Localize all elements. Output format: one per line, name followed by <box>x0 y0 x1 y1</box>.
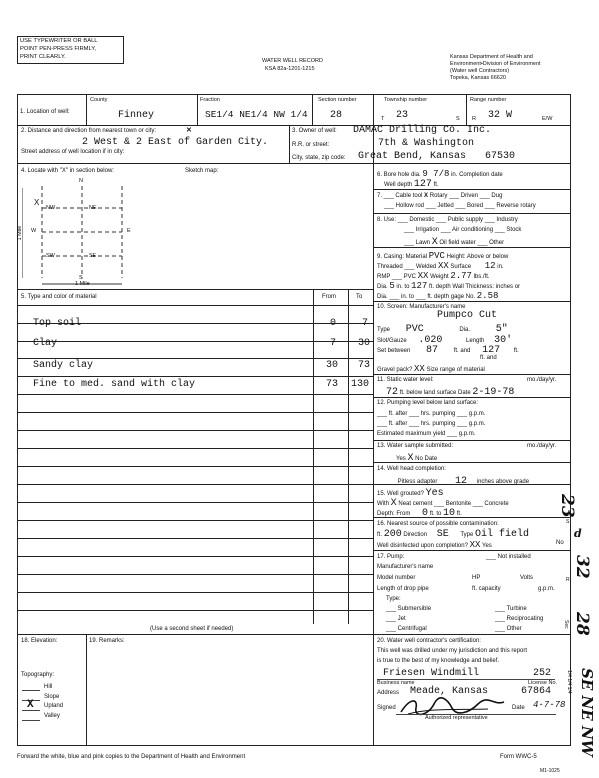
pump-label: 17. Pump: <box>377 554 405 560</box>
direction-value: SE <box>436 529 449 540</box>
from-label: From <box>322 294 336 300</box>
grout-from-value: 0 <box>422 508 429 519</box>
length-label: Length <box>466 338 485 344</box>
address-value: Meade, Kansas <box>410 686 489 697</box>
grouted-value: Yes <box>425 488 444 499</box>
to-row-2: 30 <box>358 338 371 349</box>
township-label: Township number <box>384 97 428 103</box>
ft-to-label: ft. to <box>429 511 442 517</box>
drill-method-line-2: ___ Hollow rod ___ Jetted ___ Bored ___ Reverse rotary <box>384 203 536 209</box>
distance-value: 2 West & 2 East of Garden City. <box>82 137 269 148</box>
depth-ft: ft. <box>433 182 439 188</box>
quarter-sw: SW <box>46 253 55 259</box>
sample-yes-label: Yes <box>396 456 406 462</box>
direction-label: Direction <box>403 532 428 538</box>
slot-value: .020 <box>418 335 443 346</box>
drop-pipe-label: Length of drop pipe <box>377 586 429 592</box>
section-grid-diagram <box>22 178 152 290</box>
contamination-type-value: Oil field <box>475 529 530 540</box>
reciprocating-option: ___ Reciprocating <box>495 616 544 622</box>
county-value: Finney <box>118 110 155 121</box>
weight-value: 2.77 <box>450 271 472 281</box>
gravel-value: XX <box>414 364 425 374</box>
ft-and-label: ft. and <box>453 348 471 354</box>
oil-field-option: Oil field water ___ Other <box>439 240 505 246</box>
compass-w: W <box>31 228 37 234</box>
cert-text-2: is true to the best of my knowledge and belief. <box>377 658 500 664</box>
weight-unit: lbs./ft. <box>473 274 490 280</box>
gpm-label: g.p.m. <box>538 586 555 592</box>
not-installed-label: ___ Not installed <box>486 554 531 560</box>
rotary-mark: X <box>424 193 429 199</box>
model-label: Model number <box>377 575 416 581</box>
static-level-value: 72 <box>386 387 399 398</box>
dia-value: 5 <box>389 281 395 291</box>
cert-label: 20. Water well contractor's certification: <box>377 638 481 644</box>
ft-label-4: ft. <box>377 532 383 538</box>
bore-dia: 9 7/8 <box>422 169 450 179</box>
range-value: 32 W <box>488 110 513 121</box>
length-value: 30' <box>494 335 513 346</box>
disinfected-line <box>377 540 492 550</box>
form-number: Form WWC-5 <box>500 754 537 760</box>
owner-value: DAMAC Drilling Co. Inc. <box>353 125 492 136</box>
surface-label: Surface <box>450 264 472 270</box>
depth-from-label: Depth: From <box>377 511 411 517</box>
slope-option: Slope <box>44 694 60 700</box>
welded-value: XX <box>437 261 449 271</box>
agency-line: (Water well Contractors) <box>450 68 510 74</box>
margin-quarters: SE NE NW <box>578 668 596 757</box>
disinfected-no: No <box>556 540 564 546</box>
auth-rep-label: Authorized representative <box>425 715 488 721</box>
ft-label-3: ft. <box>456 511 462 517</box>
centrifugal-option: ___ Centrifugal <box>386 626 427 632</box>
screen-dia-label: Dia. <box>459 327 471 333</box>
pumping-label: 12. Pumping level below land surface: <box>377 400 479 406</box>
compass-n: N <box>79 178 83 184</box>
quarter-se: SE <box>89 253 97 259</box>
jet-option: ___ Jet <box>386 616 406 622</box>
wellhead-label: 14. Well head completion: <box>377 466 446 472</box>
township-suffix: S <box>456 116 460 122</box>
margin-range: 32 <box>572 555 592 579</box>
gravel-line <box>377 364 485 374</box>
capacity-label: ft. capacity <box>472 586 501 592</box>
contamination-type-label: Type <box>460 532 474 538</box>
slot-label: Slot/Gauze <box>377 338 407 344</box>
casing-material-label: 9. Casing: Material <box>377 254 428 260</box>
to-label: To <box>356 294 363 300</box>
material-row-4: Fine to med. sand with clay <box>33 379 196 390</box>
oil-field-mark: X <box>431 237 438 248</box>
section-label: Section number <box>318 97 357 103</box>
lawn-option: ___ Lawn <box>404 240 431 246</box>
dia2-label: Dia. ___ in. to ___ ft. depth <box>377 294 450 300</box>
set-between-label: Set between <box>377 348 411 354</box>
well-x-mark: X <box>34 198 40 207</box>
threaded-label: Threaded ___ Welded <box>377 264 437 270</box>
sample-no-label: No Date <box>415 456 438 462</box>
pump-mfr-label: Manufacturer's name <box>377 564 434 570</box>
form-code: M1-1025 <box>540 768 560 774</box>
pitless-label: ___ Pitless adapter <box>386 479 438 485</box>
license-label: License No. <box>528 680 558 686</box>
county-label: County <box>90 97 108 103</box>
above-grade-value: 12 <box>455 476 468 487</box>
completion-label: in. Completion date <box>451 172 503 178</box>
signed-label: Signed <box>377 705 396 711</box>
depth-label: Well depth <box>384 182 413 188</box>
in-to-label: in. to <box>396 284 410 290</box>
section-value: 28 <box>330 110 343 121</box>
depth-value: 127 <box>413 179 432 190</box>
rr-label: R.R. or street: <box>292 142 330 148</box>
type-label: Type <box>377 327 391 333</box>
pumping-line-2: ___ ft. after ___ hrs. pumping ___ g.p.m. <box>377 421 486 427</box>
drill-method-line <box>377 193 502 200</box>
cert-date-label: Date <box>512 705 525 711</box>
screen-type-line <box>377 324 508 336</box>
address-zip-value: 67864 <box>521 686 552 697</box>
screen-set-line <box>377 345 519 357</box>
from-row-3: 30 <box>326 360 339 371</box>
contamination-ft-value: 200 <box>383 529 402 540</box>
static-mdy: mo./day/yr. <box>527 377 557 383</box>
disinfected-value: XX <box>469 540 481 550</box>
sample-label: 13. Water sample submitted: <box>377 443 454 449</box>
location-label: 1. Location of well: <box>20 109 70 115</box>
sample-no-mark: X <box>407 453 414 464</box>
to-row-3: 73 <box>358 360 371 371</box>
rmp-label: RMP ___ PVC <box>377 274 416 280</box>
other-option: ___ Other <box>495 626 522 632</box>
locate-label: 4. Locate with "X" in section below: <box>21 168 114 174</box>
to-row-4: 130 <box>351 379 370 390</box>
range-prefix: R <box>472 116 476 122</box>
remarks-label: 19. Remarks: <box>89 638 125 644</box>
city-label: City, state, zip code: <box>292 155 346 161</box>
margin-township: 23 <box>557 494 577 518</box>
instruction-line: PRINT CLEARLY. <box>20 54 66 60</box>
material-row-2: Clay <box>33 338 58 349</box>
margin-section: 28 <box>572 612 592 636</box>
weight-label: Weight <box>430 274 449 280</box>
bore-line <box>377 169 503 179</box>
instruction-line: POINT PEN-PRESS FIRMLY, <box>20 46 97 52</box>
rotary-option: Rotary ___ Driven ___ Dug <box>429 193 503 199</box>
wall-thickness-label: Wall Thickness: inches or <box>452 284 521 290</box>
static-date-value: 2-19-78 <box>472 387 515 398</box>
cable-tool-option: 7. ___ Cable tool <box>377 193 423 199</box>
township-prefix: T <box>381 116 385 122</box>
compass-s: S <box>79 275 83 281</box>
with-label: With <box>377 501 389 507</box>
set-from-value: 87 <box>426 345 439 356</box>
pvc-value: XX <box>417 271 429 281</box>
from-row-2: 7 <box>330 338 337 349</box>
business-name-value: Friesen Windmill <box>383 668 480 679</box>
sample-mdy: mo./day/yr. <box>527 443 557 449</box>
surface-unit: in. <box>497 264 504 270</box>
above-grade-label: inches above grade <box>476 479 530 485</box>
instruction-line: USE TYPEWRITER OR BALL <box>20 38 98 44</box>
fraction-label: Fraction <box>200 97 220 103</box>
casing-line-2 <box>377 261 504 271</box>
use-line-1: 8. Use: ___ Domestic ___ Public supply ___ Industry <box>377 217 518 223</box>
turbine-option: ___ Turbine <box>495 606 527 612</box>
below-surface-label: ft. below land surface Date <box>399 390 471 396</box>
screen-dia-value: 5" <box>495 324 508 335</box>
agency-line: Kansas Department of Health and <box>450 54 533 60</box>
hp-label: HP <box>472 575 481 581</box>
contamination-label: 16. Nearest source of possible contamination: <box>377 521 499 527</box>
valley-option: Valley <box>44 713 60 719</box>
screen-line-4: ft. and <box>480 355 497 361</box>
ft-label: ft. <box>513 348 519 354</box>
disinfected-yes: Yes <box>482 543 492 549</box>
second-sheet-note: (Use a second sheet if needed) <box>150 626 234 632</box>
from-row-4: 73 <box>326 379 339 390</box>
street-label: Street address of well location if in city: <box>21 149 125 155</box>
upland-mark: X <box>27 699 34 711</box>
material-label: 5. Type and color of material <box>21 294 97 300</box>
x-mark-icon: ✕ <box>186 127 192 134</box>
agency-line: Topeka, Kansas 66620 <box>450 75 506 81</box>
gage-label: gage No. <box>450 294 476 300</box>
margin-r-label: R <box>566 577 570 583</box>
margin-d: d <box>574 527 582 540</box>
max-yield-line: Estimated maximum yield ___ g.p.m. <box>377 431 476 437</box>
mile-bottom-label: 1 Mile <box>75 281 90 287</box>
margin-s-label: S <box>566 519 570 525</box>
material-row-1: Top soil <box>33 318 82 329</box>
depth-label-2: ft. depth <box>428 284 451 290</box>
sketch-label: Sketch map: <box>185 168 219 174</box>
fraction-value: SE1/4 NE1/4 NW 1/4 <box>205 109 308 120</box>
margin-sec-label: Sec <box>563 620 569 629</box>
form-ksa: KSA 82a-1201-1215 <box>265 66 315 72</box>
height-label: Height: Above or below <box>446 254 509 260</box>
quarter-nw: NW <box>46 205 56 211</box>
screen-mfr-value: Pumpco Cut <box>437 310 498 321</box>
city-value: Great Bend, Kansas <box>358 151 467 162</box>
cert-date-value: 4-7-78 <box>533 700 566 710</box>
surface-value: 12 <box>484 261 496 271</box>
grouted-label: 15. Well grouted? <box>377 491 424 497</box>
footer-note: Forward the white, blue and pink copies to the Department of Health and Environment <box>17 754 246 760</box>
form-title: WATER WELL RECORD <box>262 58 323 64</box>
license-value: 252 <box>533 668 552 679</box>
to-row-1: 7 <box>362 318 369 329</box>
margin-quarter-label: 1/4 1/4 1/4 <box>566 670 572 694</box>
hill-option: Hill <box>44 684 53 690</box>
mile-side-label: 1 Mile <box>17 225 24 241</box>
set-to-value: 127 <box>482 345 501 356</box>
quarter-ne: NE <box>89 205 97 211</box>
grout-options: Neat cement ___ Bentonite ___ Concrete <box>398 501 509 507</box>
wellhead-line-2 <box>386 476 529 488</box>
gravel-label: Gravel pack? <box>377 367 413 373</box>
material-row-3: Sandy clay <box>33 360 94 371</box>
casing-line-3 <box>377 271 490 281</box>
zip-value: 67530 <box>485 151 516 162</box>
topography-label: Topography: <box>21 672 55 678</box>
screen-type-value: PVC <box>405 324 424 335</box>
instructions-box <box>17 36 124 64</box>
casing-depth-value: 127 <box>411 281 428 291</box>
pumping-line-1: ___ ft. after ___ hrs. pumping ___ g.p.m. <box>377 411 486 417</box>
neat-cement-mark: X <box>390 498 397 509</box>
elevation-label: 18. Elevation: <box>21 638 58 644</box>
volts-label: Volts <box>520 575 534 581</box>
gravel-size-label: Size range of material <box>426 367 485 373</box>
use-line-2: ___ Irrigation ___ Air conditioning ___ Stock <box>404 227 522 233</box>
pump-type-label: Type: <box>386 596 401 602</box>
casing-line-1 <box>377 251 508 261</box>
compass-e: E <box>127 228 131 234</box>
from-row-1: 0 <box>330 318 337 329</box>
screen-mfr-label: 10. Screen: Manufacturer's name <box>377 304 466 310</box>
agency-line: Environment•Division of Environment <box>450 61 541 67</box>
address-label: Address <box>377 690 400 696</box>
static-level-label: 11. Static water level: <box>377 377 434 383</box>
casing-line-4 <box>377 281 520 291</box>
upland-option: Upland <box>44 703 64 709</box>
casing-material: PVC <box>428 251 445 261</box>
grout-to-value: 10 <box>443 508 456 519</box>
casing-line-5 <box>377 291 498 301</box>
distance-label: 2. Distance and direction from nearest town or city: <box>21 128 157 134</box>
township-value: 23 <box>396 110 409 121</box>
owner-label: 3. Owner of well: <box>292 128 337 134</box>
rr-value: 7th & Washington <box>378 138 475 149</box>
range-suffix: E/W <box>542 116 553 122</box>
cert-text-1: This well was drilled under my jurisdiction and this report <box>377 648 528 654</box>
range-label: Range number <box>470 97 507 103</box>
bore-label: 6. Bore hole dia. <box>377 172 421 178</box>
disinfected-label: Well disinfected upon completion? <box>377 543 468 549</box>
submersible-option: ___ Submersible <box>386 606 432 612</box>
contamination-line-2 <box>377 529 529 541</box>
business-label: Business name <box>377 680 415 686</box>
gage-value: 2.58 <box>476 291 499 301</box>
dia-label: Dia. <box>377 284 388 290</box>
